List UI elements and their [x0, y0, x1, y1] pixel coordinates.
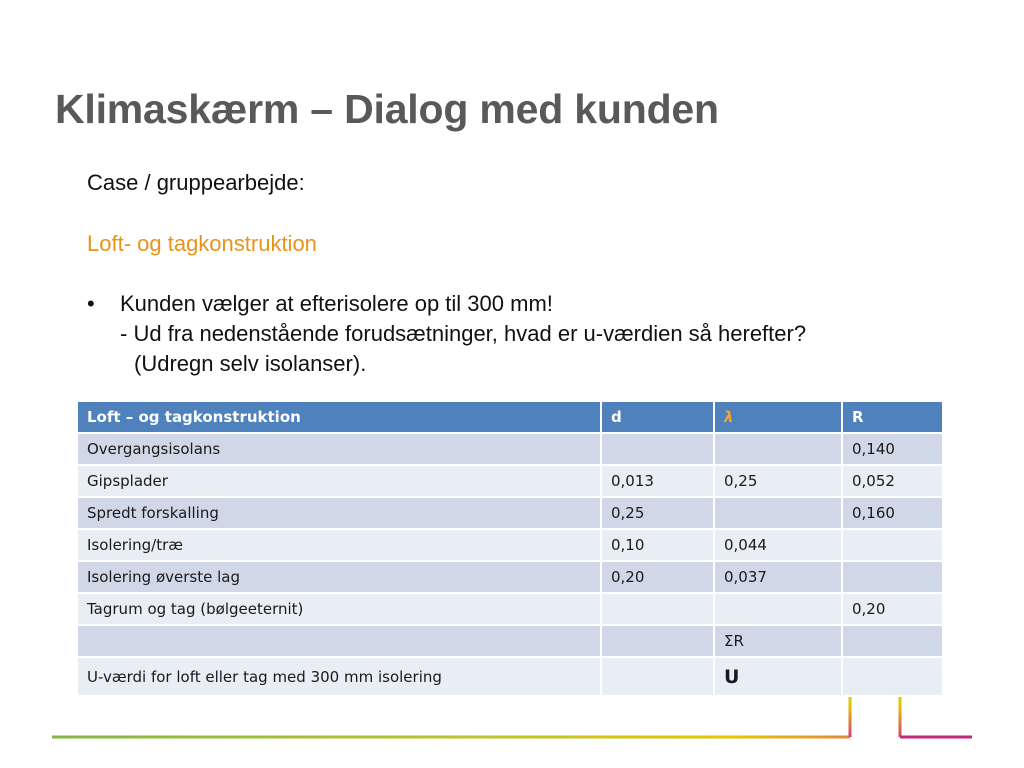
table-row	[77, 561, 943, 593]
header-construction: Loft – og tagkonstruktion	[77, 401, 601, 433]
table-header-row	[77, 401, 943, 433]
cell-layer: U-værdi for loft eller tag med 300 mm isolering	[77, 657, 601, 696]
cell-d: 0,013	[601, 465, 714, 497]
cell-lambda	[714, 593, 842, 625]
cell-layer: Tagrum og tag (bølgeeternit)	[77, 593, 601, 625]
cell-layer	[77, 625, 601, 657]
cell-d: 0,20	[601, 561, 714, 593]
cell-d	[601, 433, 714, 465]
cell-r: 0,140	[842, 433, 943, 465]
header-resistance: R	[842, 401, 943, 433]
cell-layer: Isolering/træ	[77, 529, 601, 561]
cell-r	[842, 625, 943, 657]
construction-table	[76, 400, 944, 697]
cell-r: 0,20	[842, 593, 943, 625]
cell-r: 0,160	[842, 497, 943, 529]
cell-lambda	[714, 433, 842, 465]
bullet-line-2: - Ud fra nedenstående forudsætninger, hvad er u-værdien så herefter?	[120, 321, 807, 346]
cell-r	[842, 657, 943, 696]
cell-r	[842, 561, 943, 593]
bullet-marker: •	[87, 291, 95, 316]
section-subtitle: Loft- og tagkonstruktion	[87, 231, 317, 256]
cell-d: 0,10	[601, 529, 714, 561]
cell-r: 0,052	[842, 465, 943, 497]
cell-d	[601, 657, 714, 696]
table-row	[77, 433, 943, 465]
cell-d: 0,25	[601, 497, 714, 529]
table-row	[77, 529, 943, 561]
cell-r	[842, 529, 943, 561]
cell-lambda: 0,25	[714, 465, 842, 497]
table-row-sum	[77, 625, 943, 657]
case-label: Case / gruppearbejde:	[87, 170, 305, 195]
cell-d	[601, 593, 714, 625]
cell-lambda	[714, 497, 842, 529]
table-row	[77, 465, 943, 497]
header-thickness: d	[601, 401, 714, 433]
cell-lambda: 0,037	[714, 561, 842, 593]
table-row-u-value	[77, 657, 943, 696]
cell-lambda: 0,044	[714, 529, 842, 561]
cell-layer: Spredt forskalling	[77, 497, 601, 529]
cell-layer: Gipsplader	[77, 465, 601, 497]
table-row	[77, 593, 943, 625]
cell-d	[601, 625, 714, 657]
cell-layer: Isolering øverste lag	[77, 561, 601, 593]
cell-layer: Overgangsisolans	[77, 433, 601, 465]
bullet-line-1: Kunden vælger at efterisolere op til 300 mm!	[120, 291, 553, 316]
slide-title: Klimaskærm – Dialog med kunden	[55, 86, 719, 132]
bullet-line-3: (Udregn selv isolanser).	[134, 351, 367, 376]
table-row	[77, 497, 943, 529]
cell-sum-r-label: ΣR	[714, 625, 842, 657]
cell-u-label: U	[714, 657, 842, 696]
header-lambda: λ	[714, 401, 842, 433]
